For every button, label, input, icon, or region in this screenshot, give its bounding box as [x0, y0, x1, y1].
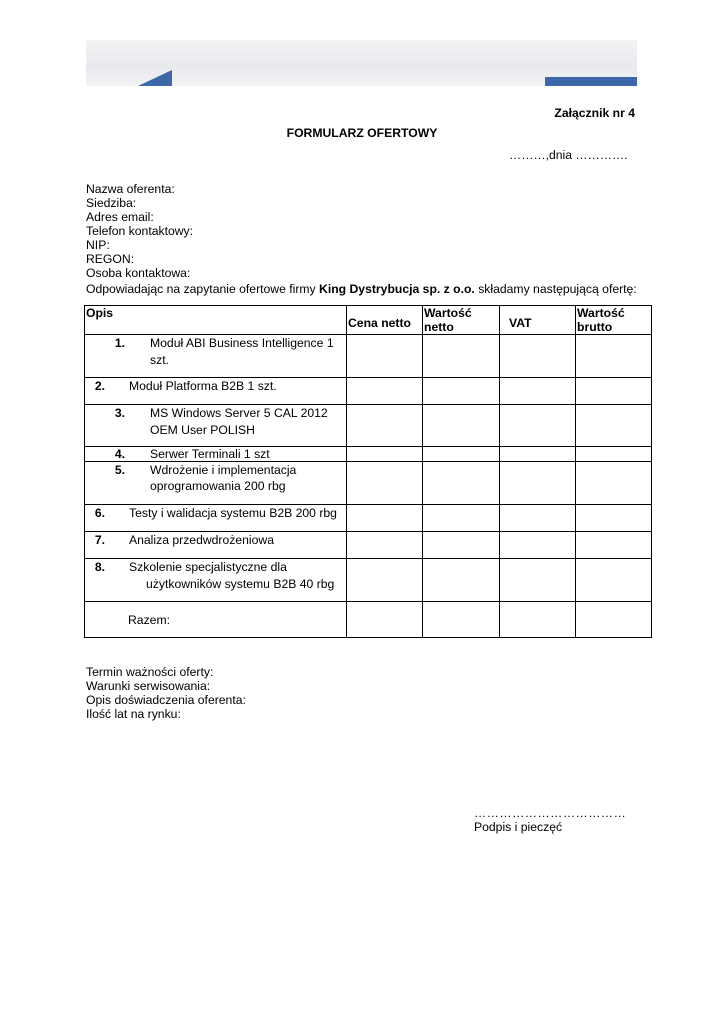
row-description [85, 462, 347, 505]
field-seat: Siedziba: [86, 196, 137, 210]
cell-wartosc-netto [423, 405, 500, 447]
cell-wartosc-netto [423, 335, 500, 378]
row-text-line1: Analiza przedwdrożeniowa [129, 533, 274, 547]
cell-cena-netto [347, 559, 423, 602]
cell-cena-netto [347, 532, 423, 559]
header-wartosc-brutto [576, 306, 652, 335]
total-label: Razem: [85, 602, 347, 638]
intro-before: Odpowiadając na zapytanie ofertowe firmy [86, 282, 320, 296]
cell-cena-netto [347, 602, 423, 638]
cell-vat [500, 378, 576, 405]
field-service-terms: Warunki serwisowania: [86, 679, 211, 693]
table-row [85, 532, 652, 559]
row-number: 4. [114, 447, 125, 461]
row-text-line1: Testy i walidacja systemu B2B 200 rbg [129, 506, 337, 520]
table-row [85, 378, 652, 405]
offer-table [84, 305, 652, 638]
row-description [85, 559, 347, 602]
cell-wartosc-netto [423, 462, 500, 505]
row-text-line1: Wdrożenie i implementacja [150, 463, 297, 477]
row-number: 5. [114, 463, 125, 477]
header-wartosc-netto [423, 306, 500, 335]
row-text-line2: użytkowników systemu B2B 40 rbg [146, 577, 335, 591]
row-number: 1. [114, 336, 125, 350]
header-wartosc-netto-line1: Wartość [424, 306, 472, 320]
cell-wartosc-brutto [576, 447, 652, 462]
row-number: 8. [94, 560, 105, 574]
intro-sentence [86, 282, 637, 296]
intro-after: składamy następującą ofertę: [474, 282, 637, 296]
cell-vat [500, 335, 576, 378]
cell-wartosc-brutto [576, 505, 652, 532]
cell-cena-netto [347, 335, 423, 378]
header-wartosc-netto-line2: netto [424, 320, 454, 334]
attachment-label: Załącznik nr 4 [554, 106, 635, 120]
row-description [85, 335, 347, 378]
row-text-line2: szt. [150, 353, 169, 367]
field-bidder-name: Nazwa oferenta: [86, 182, 175, 196]
row-number: 3. [114, 406, 125, 420]
field-nip: NIP: [86, 238, 110, 252]
cell-wartosc-netto [423, 532, 500, 559]
cell-vat [500, 532, 576, 559]
field-offer-validity: Termin ważności oferty: [86, 665, 214, 679]
field-email: Adres email: [86, 210, 154, 224]
date-line: ………,dnia …………. [509, 148, 628, 162]
header-accent-bar [545, 77, 637, 86]
cell-cena-netto [347, 405, 423, 447]
cell-vat [500, 559, 576, 602]
company-name: King Dystrybucja sp. z o.o. [319, 282, 475, 296]
cell-vat [500, 462, 576, 505]
table-row [85, 335, 652, 378]
table-row [85, 405, 652, 447]
row-text-line1: Moduł Platforma B2B 1 szt. [129, 379, 277, 393]
header-vat: VAT [500, 306, 576, 335]
table-row [85, 559, 652, 602]
row-number: 6. [94, 506, 105, 520]
signature-line: ……………………………… [474, 806, 627, 820]
row-text-line2: OEM User POLISH [150, 423, 255, 437]
row-description [85, 505, 347, 532]
cell-wartosc-brutto [576, 378, 652, 405]
header-cena-netto: Cena netto [347, 306, 423, 335]
table-row [85, 447, 652, 462]
cell-wartosc-brutto [576, 462, 652, 505]
cell-wartosc-brutto [576, 405, 652, 447]
table-total-row [85, 602, 652, 638]
cell-vat [500, 405, 576, 447]
row-text-line2: oprogramowania 200 rbg [150, 479, 286, 493]
field-phone: Telefon kontaktowy: [86, 224, 194, 238]
cell-wartosc-brutto [576, 335, 652, 378]
header-logo-triangle [138, 70, 172, 86]
row-description [85, 405, 347, 447]
cell-wartosc-brutto [576, 602, 652, 638]
cell-wartosc-netto [423, 447, 500, 462]
row-text-line1: Szkolenie specjalistyczne dla [129, 560, 287, 574]
field-experience: Opis doświadczenia oferenta: [86, 693, 246, 707]
cell-wartosc-netto [423, 559, 500, 602]
table-header-row [85, 306, 652, 335]
header-wartosc-brutto-line1: Wartość [577, 306, 625, 320]
header-opis: Opis [85, 306, 347, 335]
cell-cena-netto [347, 447, 423, 462]
cell-wartosc-brutto [576, 559, 652, 602]
cell-wartosc-brutto [576, 532, 652, 559]
row-description [85, 532, 347, 559]
cell-wartosc-netto [423, 378, 500, 405]
table-row [85, 505, 652, 532]
field-regon: REGON: [86, 252, 135, 266]
header-wartosc-brutto-line2: brutto [577, 320, 613, 334]
table-row [85, 462, 652, 505]
cell-vat [500, 447, 576, 462]
row-text-line1: Moduł ABI Business Intelligence 1 [150, 336, 334, 350]
cell-vat [500, 602, 576, 638]
row-description [85, 378, 347, 405]
row-number: 2. [94, 379, 105, 393]
row-text-line1: MS Windows Server 5 CAL 2012 [150, 406, 328, 420]
cell-wartosc-netto [423, 602, 500, 638]
row-number: 7. [94, 533, 105, 547]
cell-vat [500, 505, 576, 532]
row-text-line1: Serwer Terminali 1 szt [150, 447, 270, 461]
cell-cena-netto [347, 378, 423, 405]
field-years-on-market: Ilość lat na rynku: [86, 707, 181, 721]
field-contact-person: Osoba kontaktowa: [86, 266, 191, 280]
cell-wartosc-netto [423, 505, 500, 532]
cell-cena-netto [347, 505, 423, 532]
row-description [85, 447, 347, 462]
form-title: FORMULARZ OFERTOWY [286, 126, 438, 140]
cell-cena-netto [347, 462, 423, 505]
signature-label: Podpis i pieczęć [474, 820, 563, 834]
